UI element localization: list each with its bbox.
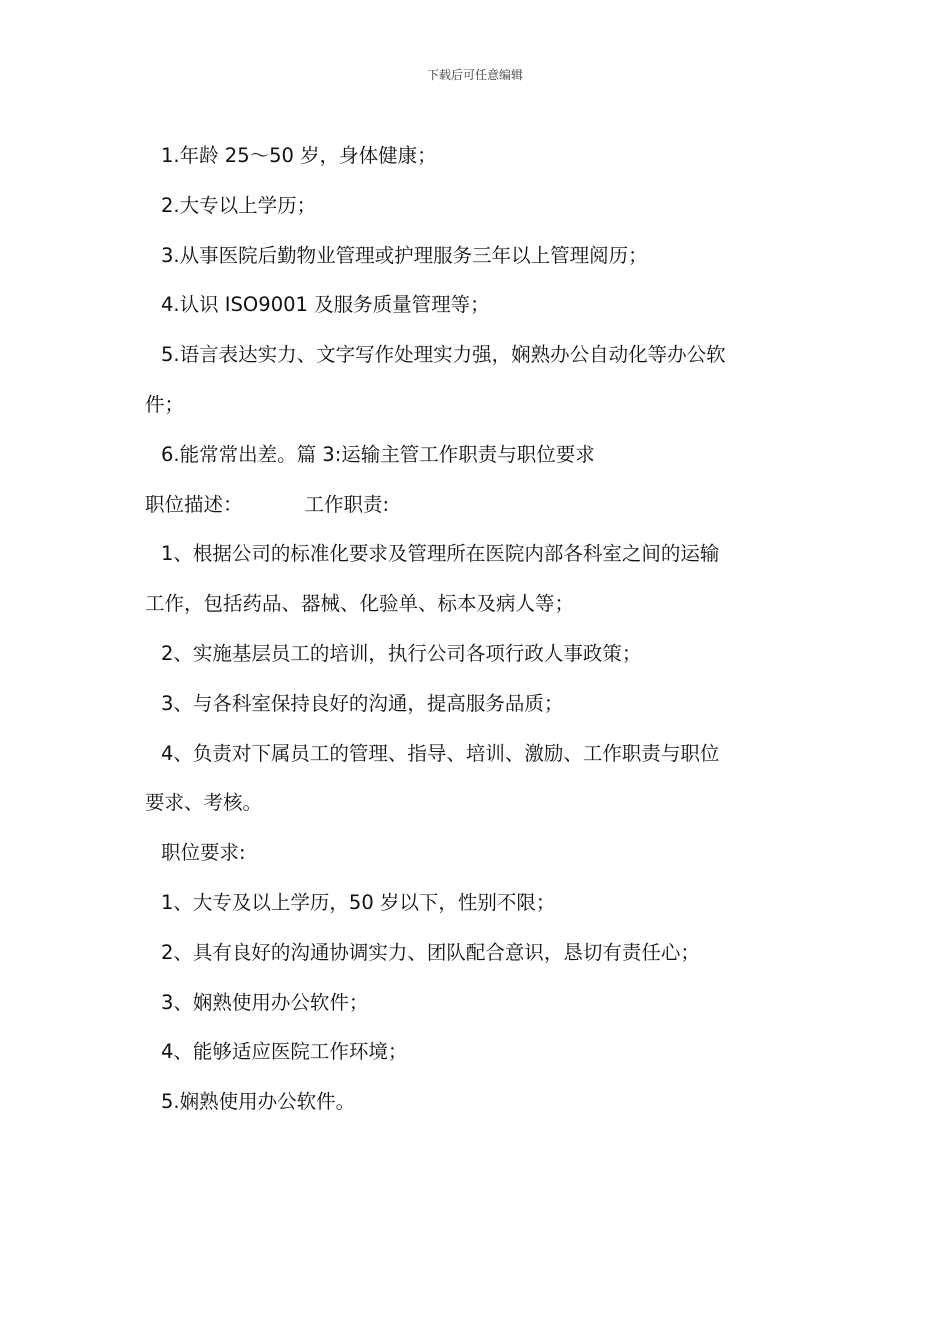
section-heading-line (145, 480, 815, 530)
requirement-line: 3.从事医院后勤物业管理或护理服务三年以上管理阅历； (161, 243, 648, 267)
job-requirement-line: 5.娴熟使用办公软件。 (161, 1090, 356, 1114)
duty-line: 4、负责对下属员工的管理、指导、培训、激励、工作职责与职位 (161, 741, 720, 765)
document-body (145, 131, 815, 1127)
duty-line: 3、与各科室保持良好的沟通，提高服务品质； (161, 691, 564, 715)
job-requirements-heading: 职位要求: (161, 841, 246, 865)
requirement-line: 5.语言表达实力、文字写作处理实力强，娴熟办公自动化等办公软 (161, 343, 726, 367)
requirement-line: 4.认识 ISO9001 及服务质量管理等； (161, 293, 490, 317)
requirement-line: 6.能常常出差。篇 3:运输主管工作职责与职位要求 (161, 442, 595, 466)
job-requirement-line: 3、娴熟使用办公软件； (161, 990, 369, 1014)
requirement-line: 1.年龄 25～50 岁，身体健康； (161, 144, 437, 167)
duty-line: 1、根据公司的标准化要求及管理所在医院内部各科室之间的运输 (161, 542, 720, 566)
job-description-label: 职位描述： (145, 492, 243, 516)
duty-line-continued: 要求、考核。 (145, 791, 263, 815)
duty-line: 2、实施基层员工的培训，执行公司各项行政人事政策； (161, 641, 642, 665)
job-requirement-line: 2、具有良好的沟通协调实力、团队配合意识，恳切有责任心； (161, 940, 700, 964)
duty-line-continued: 工作，包括药品、器械、化验单、标本及病人等； (145, 592, 575, 616)
page-header: 下载后可任意编辑 (426, 68, 523, 82)
job-requirement-line: 1、大专及以上学历，50 岁以下，性别不限； (161, 890, 556, 914)
requirement-line: 2.大专以上学历； (161, 193, 317, 217)
job-requirement-line: 4、能够适应医院工作环境； (161, 1040, 408, 1064)
job-duties-label: 工作职责: (304, 492, 390, 516)
requirement-line-continued: 件； (145, 392, 185, 416)
